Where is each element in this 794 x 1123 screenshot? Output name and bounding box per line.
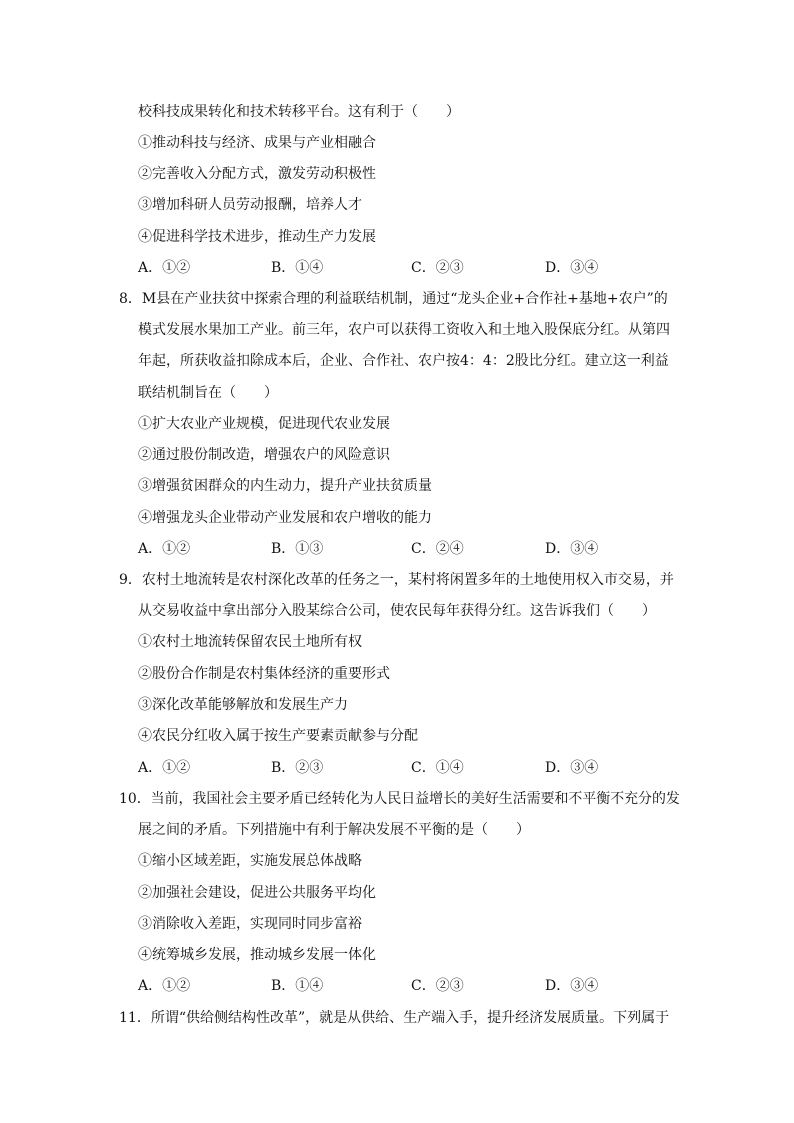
q8-option-4: ④增强龙头企业带动产业发展和农户增收的能力 — [138, 510, 432, 526]
q9-stem-line-2: 从交易收益中拿出部分入股某综合公司，使农民每年获得分红。这告诉我们（ ） — [138, 603, 656, 619]
q8-stem-line-2: 模式发展水果加工产业。前三年，农户可以获得工资收入和土地入股保底分红。从第四 — [138, 322, 670, 338]
q9-choice-c[interactable]: C．①④ — [411, 760, 464, 776]
q7-stem-tail: 校科技成果转化和技术转移平台。这有利于（ ） — [138, 104, 460, 120]
q7-option-4: ④促进科学技术进步，推动生产力发展 — [138, 229, 376, 245]
q10-choice-d[interactable]: D．③④ — [545, 978, 599, 994]
q8-option-1: ①扩大农业产业规模，促进现代农业发展 — [138, 416, 390, 432]
q10-option-2: ②加强社会建设，促进公共服务平均化 — [138, 885, 376, 901]
q10-stem-line-2: 展之间的矛盾。下列措施中有利于解决发展不平衡的是（ ） — [138, 822, 530, 838]
q8-option-3: ③增强贫困群众的内生动力，提升产业扶贫质量 — [138, 478, 432, 494]
q9-option-3: ③深化改革能够解放和发展生产力 — [138, 697, 348, 713]
q9-choice-b[interactable]: B．②③ — [271, 760, 324, 776]
q10-option-4: ④统筹城乡发展，推动城乡发展一体化 — [138, 947, 376, 963]
q7-option-3: ③增加科研人员劳动报酬，培养人才 — [138, 197, 362, 213]
q11-stem-line-1: 11．所谓“供给侧结构性改革”，就是从供给、生产端入手，提升经济发展质量。下列属于 — [119, 1010, 670, 1026]
q9-option-1: ①农村土地流转保留农民土地所有权 — [138, 634, 362, 650]
q7-option-1: ①推动科技与经济、成果与产业相融合 — [138, 135, 376, 151]
q9-option-2: ②股份合作制是农村集体经济的重要形式 — [138, 666, 390, 682]
q8-choice-b[interactable]: B．①③ — [271, 541, 324, 557]
q9-option-4: ④农民分红收入属于按生产要素贡献参与分配 — [138, 728, 418, 744]
q7-choice-b[interactable]: B．①④ — [271, 260, 324, 276]
q8-choice-d[interactable]: D．③④ — [545, 541, 599, 557]
q7-choice-c[interactable]: C．②③ — [411, 260, 464, 276]
q10-choice-a[interactable]: A．①② — [138, 978, 191, 994]
q7-choice-d[interactable]: D．③④ — [545, 260, 599, 276]
q7-option-2: ②完善收入分配方式，激发劳动积极性 — [138, 166, 376, 182]
q8-option-2: ②通过股份制改造，增强农户的风险意识 — [138, 447, 390, 463]
q10-option-1: ①缩小区域差距，实施发展总体战略 — [138, 853, 362, 869]
q10-choice-c[interactable]: C．②③ — [411, 978, 464, 994]
q8-choice-a[interactable]: A．①② — [138, 541, 191, 557]
q10-stem-line-1: 10．当前，我国社会主要矛盾已经转化为人民日益增长的美好生活需要和不平衡不充分的发 — [119, 791, 680, 807]
q10-option-3: ③消除收入差距，实现同时同步富裕 — [138, 916, 362, 932]
q9-stem-line-1: 9．农村土地流转是农村深化改革的任务之一，某村将闲置多年的土地使用权入市交易，并 — [119, 572, 674, 588]
q10-choice-b[interactable]: B．①④ — [271, 978, 324, 994]
q8-choice-c[interactable]: C．②④ — [411, 541, 464, 557]
q8-stem-line-1: 8．M县在产业扶贫中探索合理的利益联结机制，通过“龙头企业+合作社+基地+农户”的 — [119, 291, 668, 307]
q9-choice-a[interactable]: A．①② — [138, 760, 191, 776]
q8-stem-line-3: 年起，所获收益扣除成本后，企业、合作社、农户按4：4：2股比分红。建立这一利益 — [138, 353, 669, 369]
q9-choice-d[interactable]: D．③④ — [545, 760, 599, 776]
q8-stem-line-4: 联结机制旨在（ ） — [138, 385, 278, 401]
q7-choice-a[interactable]: A．①② — [138, 260, 191, 276]
